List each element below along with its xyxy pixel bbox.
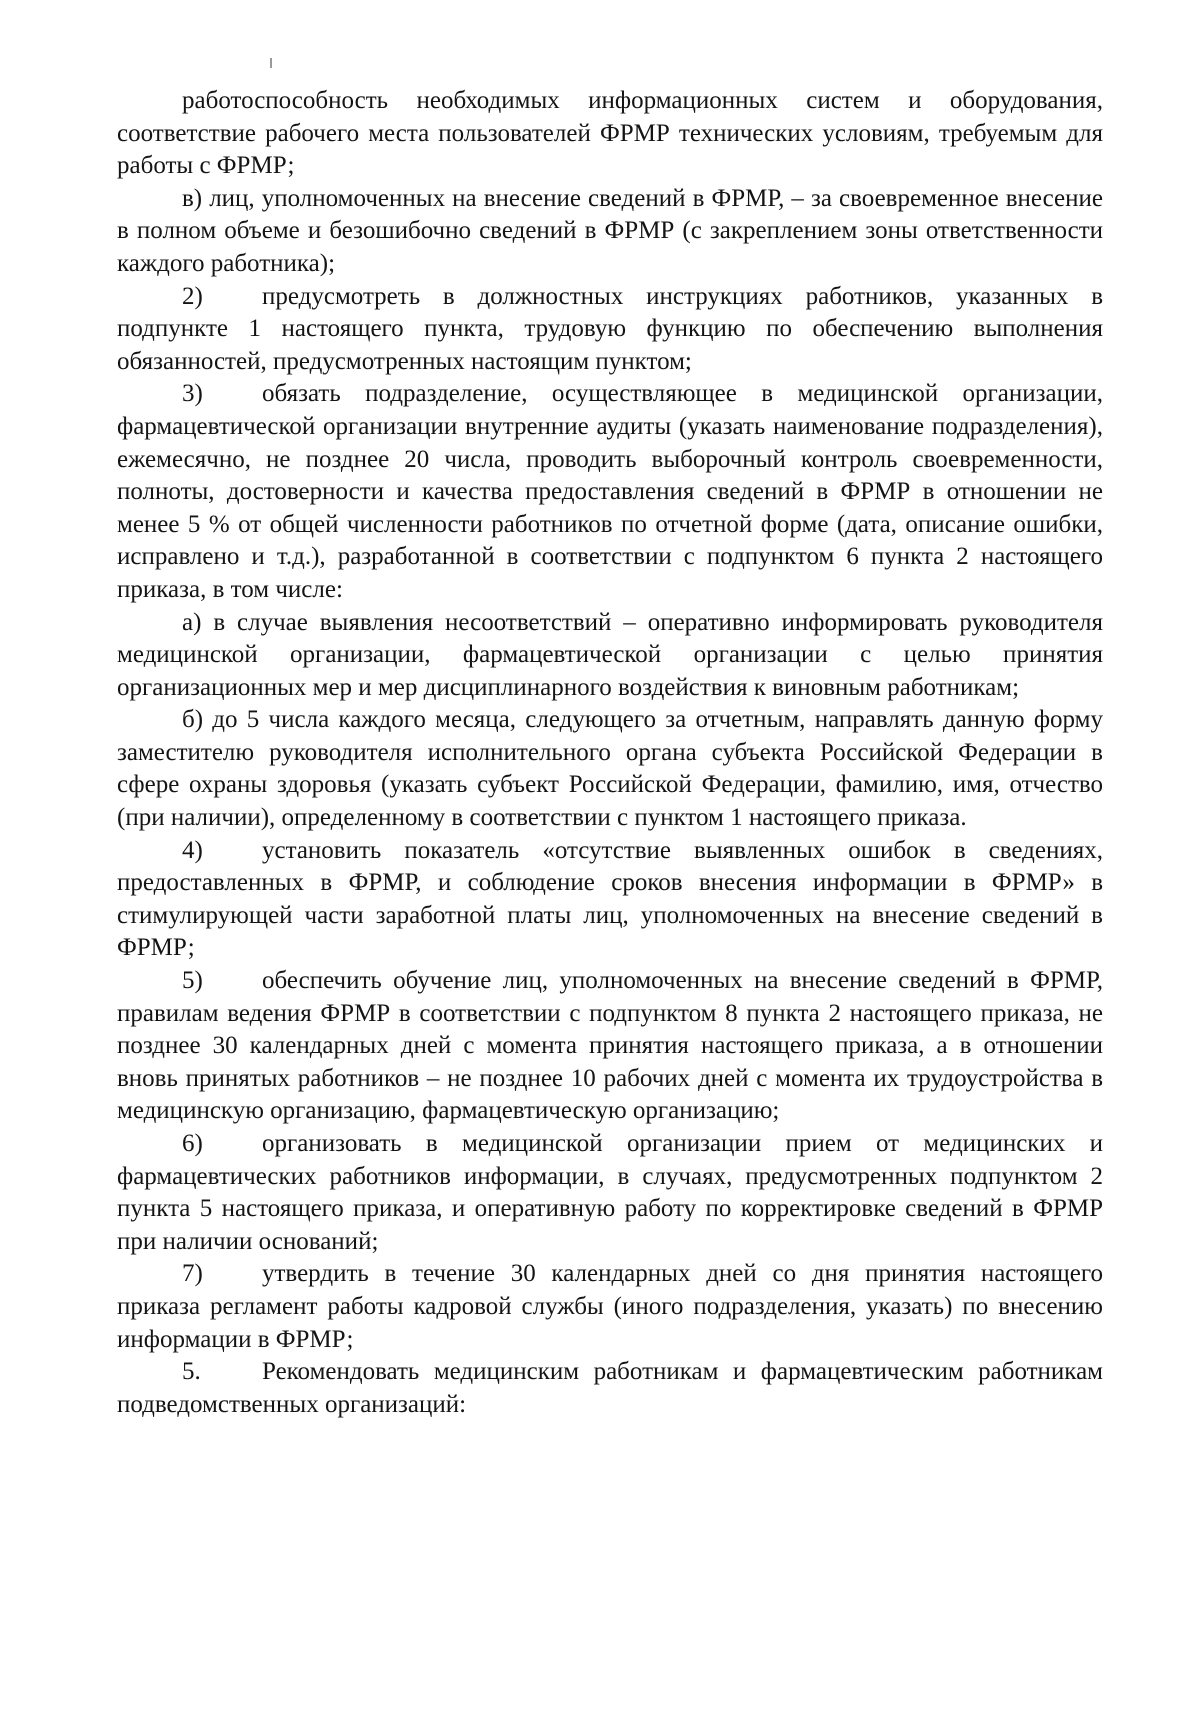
- paragraph-item-5: [117, 965, 1103, 1128]
- item-number: 7): [182, 1260, 203, 1288]
- paragraph-text: б) до 5 числа каждого месяца, следующего за отчетным, направлять данную форму заместителю руководителя исполнительного органа субъекта Российской Федерации в сфере охраны здоровья (указать субъект Российской Федерации, фамилию, имя, отчество (при наличии), определенному в соответствии с пунктом 1 настоящего приказа.: [117, 706, 1103, 832]
- paragraph-subitem-v: [117, 183, 1103, 281]
- paragraph-text: а) в случае выявления несоответствий – оперативно информировать руководителя медицинской организации, фармацевтической организации с целью принятия организационных мер и мер дисциплинарного воздействия к виновным работникам;: [117, 608, 1103, 701]
- document-body: [117, 85, 1103, 1421]
- paragraph-text: в) лиц, уполномоченных на внесение сведений в ФРМР, – за своевременное внесение в полном объеме и безошибочно сведений в ФРМР (с закреплением зоны ответственности каждого работника);: [117, 184, 1103, 277]
- paragraph-text: предусмотреть в должностных инструкциях работников, указанных в подпункте 1 настоящего пункта, трудовую функцию по обеспечению выполнения обязанностей, предусмотренных настоящим пунктом;: [117, 282, 1103, 375]
- paragraph-section-5: [117, 1356, 1103, 1421]
- paragraph-item-7: [117, 1258, 1103, 1356]
- paragraph-subitem-b: [117, 704, 1103, 834]
- paragraph-item-3: [117, 378, 1103, 606]
- item-number: 5): [182, 967, 203, 995]
- paragraph-text: организовать в медицинской организации прием от медицинских и фармацевтических работников информации, в случаях, предусмотренных подпунктом 2 пункта 5 настоящего приказа, и оперативную работу по корректировке сведений в ФРМР при наличии оснований;: [117, 1130, 1103, 1255]
- paragraph-text: установить показатель «отсутствие выявленных ошибок в сведениях, предоставленных в ФРМР, и соблюдение сроков внесения информации в ФРМР» в стимулирующей части заработной платы лиц, уполномоченных на внесение сведений в ФРМР;: [117, 836, 1103, 962]
- item-number: 6): [182, 1130, 203, 1157]
- item-number: 2): [182, 282, 203, 310]
- item-number: 4): [182, 836, 203, 864]
- scan-artifact: [270, 58, 272, 68]
- item-number: 3): [182, 380, 203, 408]
- paragraph-item-6: [117, 1128, 1103, 1258]
- paragraph-text: Рекомендовать медицинским работникам и фармацевтическим работникам подведомственных организаций:: [117, 1358, 1103, 1418]
- section-number: 5.: [182, 1358, 201, 1386]
- paragraph-text: утвердить в течение 30 календарных дней со дня принятия настоящего приказа регламент работы кадровой службы (иного подразделения, указать) по внесению информации в ФРМР;: [117, 1260, 1103, 1353]
- paragraph-text: работоспособность необходимых информационных систем и оборудования, соответствие рабочего места пользователей ФРМР технических условиям, требуемым для работы с ФРМР;: [117, 87, 1103, 180]
- paragraph-item-4: [117, 835, 1103, 965]
- paragraph-text: обеспечить обучение лиц, уполномоченных на внесение сведений в ФРМР, правилам ведения ФРМР в соответствии с подпунктом 8 пункта 2 настоящего приказа, не позднее 30 календарных дней с момента принятия настоящего приказа, а в отношении вновь принятых работников – не позднее 10 рабочих дней с момента их трудоустройства в медицинскую организацию, фармацевтическую организацию;: [117, 967, 1103, 1125]
- paragraph-item-2: [117, 281, 1103, 379]
- paragraph-subitem-a: [117, 607, 1103, 705]
- paragraph-continuation: [117, 85, 1103, 183]
- paragraph-text: обязать подразделение, осуществляющее в медицинской организации, фармацевтической организации внутренние аудиты (указать наименование подразделения), ежемесячно, не позднее 20 числа, проводить выборочный контроль своевременности, полноты, достоверности и качества предоставления сведений в ФРМР в отношении не менее 5 % от общей численности работников по отчетной форме (дата, описание ошибки, исправлено и т.д.), разработанной в соответствии с подпунктом 6 пункта 2 настоящего приказа, в том числе:: [117, 380, 1103, 603]
